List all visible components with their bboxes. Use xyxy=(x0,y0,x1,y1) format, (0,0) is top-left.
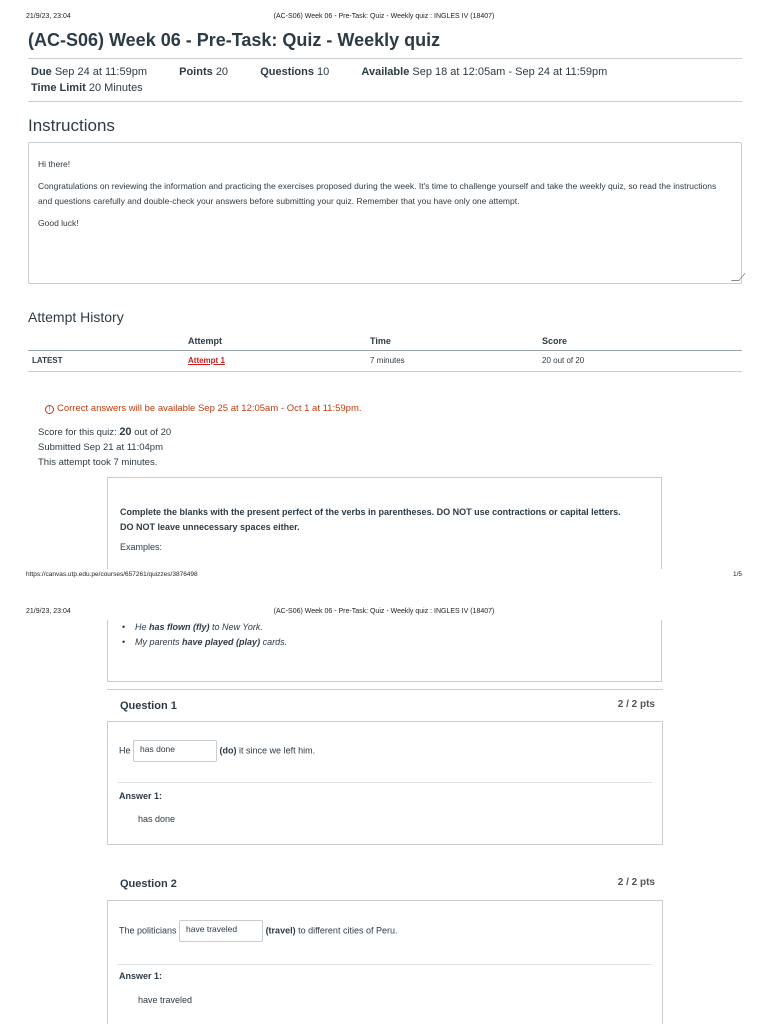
question-text-after: to different cities of Peru. xyxy=(295,925,398,936)
question-text-before: He xyxy=(119,745,131,756)
answer-value: have traveled xyxy=(138,995,193,1005)
page-url: https://canvas.utp.edu.pe/courses/657261/quizzes/3876498 xyxy=(26,571,198,578)
example-verb: has flown (fly) xyxy=(149,622,210,632)
example-pre: He xyxy=(135,622,150,632)
instructions-greeting: Hi there! xyxy=(38,159,71,169)
question-text-before: The politicians xyxy=(119,925,177,936)
available-value: Sep 18 at 12:05am - Sep 24 at 11:59pm xyxy=(412,66,608,78)
latest-tag: LATEST xyxy=(32,356,63,365)
print-page-title: (AC-S06) Week 06 - Pre-Task: Quiz - Weekly quiz : INGLES IV (18407) xyxy=(273,608,495,615)
question-1-header xyxy=(107,689,663,721)
notice-text: Correct answers will be available Sep 25 at 12:05am - Oct 1 at 11:59pm. xyxy=(57,403,362,414)
points-label: Points xyxy=(179,66,213,78)
examples-list xyxy=(122,622,287,652)
score-value: 20 xyxy=(119,426,132,438)
example-pre: My parents xyxy=(135,637,183,647)
due-label: Due xyxy=(31,66,52,78)
divider xyxy=(28,58,742,59)
question-points: 2 / 2 pts xyxy=(617,699,655,710)
question-2-header xyxy=(107,868,663,900)
question-text-after: it since we left him. xyxy=(236,745,316,756)
print-header xyxy=(0,10,768,24)
attempt-link[interactable]: Attempt 1 xyxy=(188,356,225,365)
answer-input[interactable]: have traveled xyxy=(179,920,263,942)
print-datetime: 21/9/23, 23:04 xyxy=(26,608,71,615)
quiz-details xyxy=(31,66,607,78)
questions-label: Questions xyxy=(260,66,314,78)
question-2-text xyxy=(119,920,397,942)
verb-hint: (do) xyxy=(219,745,237,756)
score-suffix: out of 20 xyxy=(134,427,172,438)
divider xyxy=(28,101,742,102)
time-limit-label: Time Limit xyxy=(31,82,86,94)
print-datetime: 21/9/23, 23:04 xyxy=(26,13,71,20)
example-verb: have played (play) xyxy=(182,637,261,647)
time-limit xyxy=(31,82,143,94)
page-number: 1/5 xyxy=(732,571,742,578)
time-limit-value: 20 Minutes xyxy=(88,82,143,94)
attempt-duration: This attempt took 7 minutes. xyxy=(38,457,158,468)
warning-icon: ! xyxy=(45,405,54,414)
directions-instruction: Complete the blanks with the present perfect of the verbs in parentheses. DO NOT use contractions or capital letters. DO NOT leave unnecessary spaces either. xyxy=(120,507,621,532)
instructions-closing: Good luck! xyxy=(38,218,79,228)
examples-label: Examples: xyxy=(120,542,163,552)
answer-divider xyxy=(118,964,652,965)
attempt-score: 20 out of 20 xyxy=(542,356,585,365)
instructions-box[interactable] xyxy=(28,142,742,284)
example-post: to New York. xyxy=(209,622,263,632)
example-post: cards. xyxy=(260,637,288,647)
question-1-body xyxy=(107,721,663,845)
question-1-text xyxy=(119,740,315,762)
due-value: Sep 24 at 11:59pm xyxy=(54,66,147,78)
attempt-time: 7 minutes xyxy=(370,356,405,365)
question-title: Question 2 xyxy=(120,878,177,890)
col-attempt: Attempt xyxy=(188,336,222,346)
instructions-body: Congratulations on reviewing the information and practicing the exercises proposed during the week. It's time to challenge yourself and take the weekly quiz, so read the instructions and questions carefully and double-check your answers before submitting your quiz. Remember that you have only one attempt. xyxy=(38,181,717,206)
instructions-heading: Instructions xyxy=(28,116,115,135)
list-item xyxy=(122,622,287,632)
answers-notice xyxy=(45,403,362,414)
question-2-body xyxy=(107,900,663,1024)
answer-divider xyxy=(118,782,652,783)
question-points: 2 / 2 pts xyxy=(617,877,655,888)
col-score: Score xyxy=(542,336,568,346)
print-footer xyxy=(0,571,768,585)
points-value: 20 xyxy=(215,66,229,78)
list-item xyxy=(122,637,287,647)
answer-label: Answer 1: xyxy=(119,971,163,981)
score-prefix: Score for this quiz: xyxy=(38,427,117,438)
score-summary xyxy=(38,426,171,438)
directions-text xyxy=(120,505,635,535)
page-title: (AC-S06) Week 06 - Pre-Task: Quiz - Weekly quiz xyxy=(28,30,441,50)
question-title: Question 1 xyxy=(120,700,177,712)
table-bottom-rule xyxy=(28,371,742,372)
table-header-rule xyxy=(28,350,742,351)
submitted-text: Submitted Sep 21 at 11:04pm xyxy=(38,442,163,453)
col-time: Time xyxy=(370,336,391,346)
verb-hint: (travel) xyxy=(265,925,296,936)
questions-value: 10 xyxy=(317,66,330,78)
print-header-page-2 xyxy=(0,605,768,619)
attempt-history-heading: Attempt History xyxy=(28,309,124,325)
print-page-title: (AC-S06) Week 06 - Pre-Task: Quiz - Weekly quiz : INGLES IV (18407) xyxy=(273,13,495,20)
answer-input[interactable]: has done xyxy=(133,740,217,762)
answer-value: has done xyxy=(138,814,176,824)
resize-handle-icon[interactable] xyxy=(731,273,746,281)
available-label: Available xyxy=(361,66,410,78)
answer-label: Answer 1: xyxy=(119,791,163,801)
